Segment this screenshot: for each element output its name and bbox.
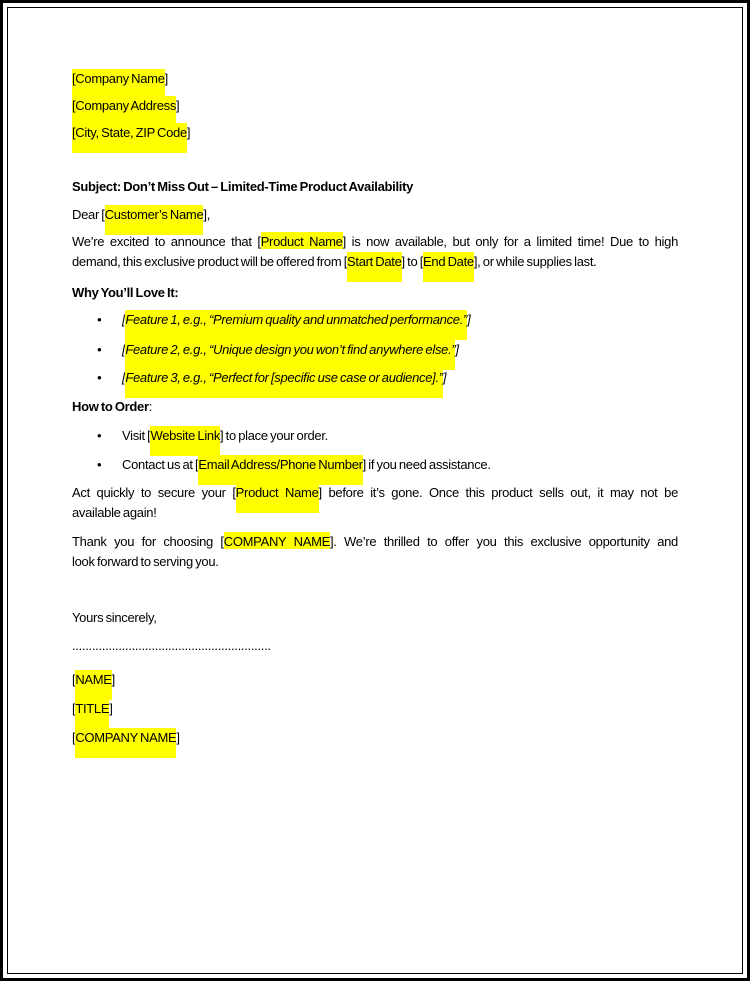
text-run: [ — [122, 370, 126, 385]
text-run: ] is now available, but only for a limited time! Due to high — [342, 234, 678, 249]
signer-title-line — [72, 699, 678, 719]
company-city-line — [72, 123, 678, 143]
highlighted-placeholder: Feature 1, e.g., “Premium quality and unmatched performance.” — [125, 310, 467, 340]
text-run: demand, this exclusive product will be offered from [ — [72, 254, 348, 269]
blank-before-closing — [72, 579, 678, 608]
text-run: Why You’ll Love It: — [72, 285, 179, 300]
feature-item-3 — [72, 368, 678, 388]
bullet-icon: • — [97, 457, 102, 472]
bullet-icon: • — [97, 370, 102, 385]
text-run: ] to [ — [401, 254, 424, 269]
bullet-icon: • — [97, 342, 102, 357]
salutation-line — [72, 205, 678, 225]
text-run: ] — [442, 370, 447, 385]
feature-item-2 — [72, 340, 678, 360]
highlighted-placeholder: Product Name — [260, 234, 343, 249]
text-run: Yours sincerely, — [72, 610, 157, 625]
signature-dots — [72, 636, 678, 656]
highlighted-placeholder: Website Link — [150, 426, 220, 456]
text-run: ] — [111, 672, 115, 687]
text-run: Dear [ — [72, 207, 105, 222]
text-run: How to Order — [72, 399, 149, 414]
highlighted-placeholder: NAME — [75, 670, 111, 700]
text-run: ] to place your order. — [220, 428, 328, 443]
order-step-2 — [72, 455, 678, 475]
intro-line-2 — [72, 252, 678, 272]
intro-line-1 — [72, 232, 678, 252]
highlighted-placeholder: Feature 3, e.g., “Perfect for [specific use case or audience].” — [125, 368, 443, 398]
text-run: [ — [72, 730, 76, 745]
text-run: ], or while supplies last. — [473, 254, 597, 269]
company-name-line — [72, 69, 678, 89]
highlighted-placeholder: Email Address/Phone Number — [198, 455, 362, 485]
text-run: ] if you need assistance. — [362, 457, 491, 472]
text-run: available again! — [72, 505, 157, 520]
text-run: Act quickly to secure your [ — [72, 485, 236, 500]
signer-company-line — [72, 728, 678, 748]
page-frame-inner — [7, 7, 743, 974]
highlighted-placeholder: [City, State, ZIP Code — [72, 123, 187, 153]
highlighted-placeholder: Customer’s Name — [105, 205, 204, 235]
highlighted-placeholder: COMPANY NAME — [75, 728, 176, 758]
letter-body — [8, 8, 742, 748]
highlighted-placeholder: Product Name — [236, 483, 319, 513]
highlighted-placeholder: TITLE — [75, 699, 109, 729]
text-run: [ — [122, 312, 126, 327]
blank-after-address — [72, 150, 678, 177]
thanks-line-1 — [72, 532, 678, 552]
company-address-line — [72, 96, 678, 116]
text-run: ] — [176, 730, 180, 745]
text-run: [ — [72, 672, 76, 687]
text-run: ] — [186, 125, 191, 140]
closing-line — [72, 608, 678, 628]
order-step-1 — [72, 426, 678, 446]
urgency-line-2 — [72, 503, 678, 523]
text-run: ] before it’s gone. Once this product sells out, it may not be — [318, 485, 678, 500]
text-run: ] — [164, 71, 168, 86]
text-run: Visit [ — [122, 428, 151, 443]
highlighted-placeholder: COMPANY NAME — [223, 534, 330, 549]
text-run: ] — [176, 98, 180, 113]
why-love-heading — [72, 283, 678, 303]
text-run: : — [148, 399, 153, 414]
text-run: [ — [122, 342, 126, 357]
highlighted-placeholder: Feature 2, e.g., “Unique design you won’t find anywhere else.” — [125, 340, 455, 370]
text-run: We’re excited to announce that [ — [72, 234, 261, 249]
text-run: ] — [455, 342, 459, 357]
text-run: ], — [203, 207, 211, 222]
highlighted-placeholder: [Company Name — [72, 69, 165, 99]
text-run: ............................................................ — [72, 638, 271, 653]
urgency-line-1 — [72, 483, 678, 503]
text-run: [ — [72, 701, 76, 716]
highlighted-placeholder: End Date — [423, 252, 474, 282]
text-run: ] — [109, 701, 113, 716]
signer-name-line — [72, 670, 678, 690]
highlighted-placeholder: [Company Address — [72, 96, 176, 126]
thanks-line-2 — [72, 552, 678, 572]
bullet-icon: • — [97, 428, 102, 443]
text-run: Subject: Don’t Miss Out – Limited-Time Product Availability — [72, 179, 414, 194]
how-order-heading — [72, 397, 678, 417]
text-run: ]. We’re thrilled to offer you this exclusive opportunity and — [329, 534, 678, 549]
bullet-icon: • — [97, 312, 102, 327]
text-run: Contact us at [ — [122, 457, 199, 472]
subject-line — [72, 177, 678, 197]
feature-item-1 — [72, 310, 678, 330]
text-run: Thank you for choosing [ — [72, 534, 224, 549]
highlighted-placeholder: Start Date — [347, 252, 402, 282]
text-run: look forward to serving you. — [72, 554, 219, 569]
text-run: ] — [467, 312, 471, 327]
